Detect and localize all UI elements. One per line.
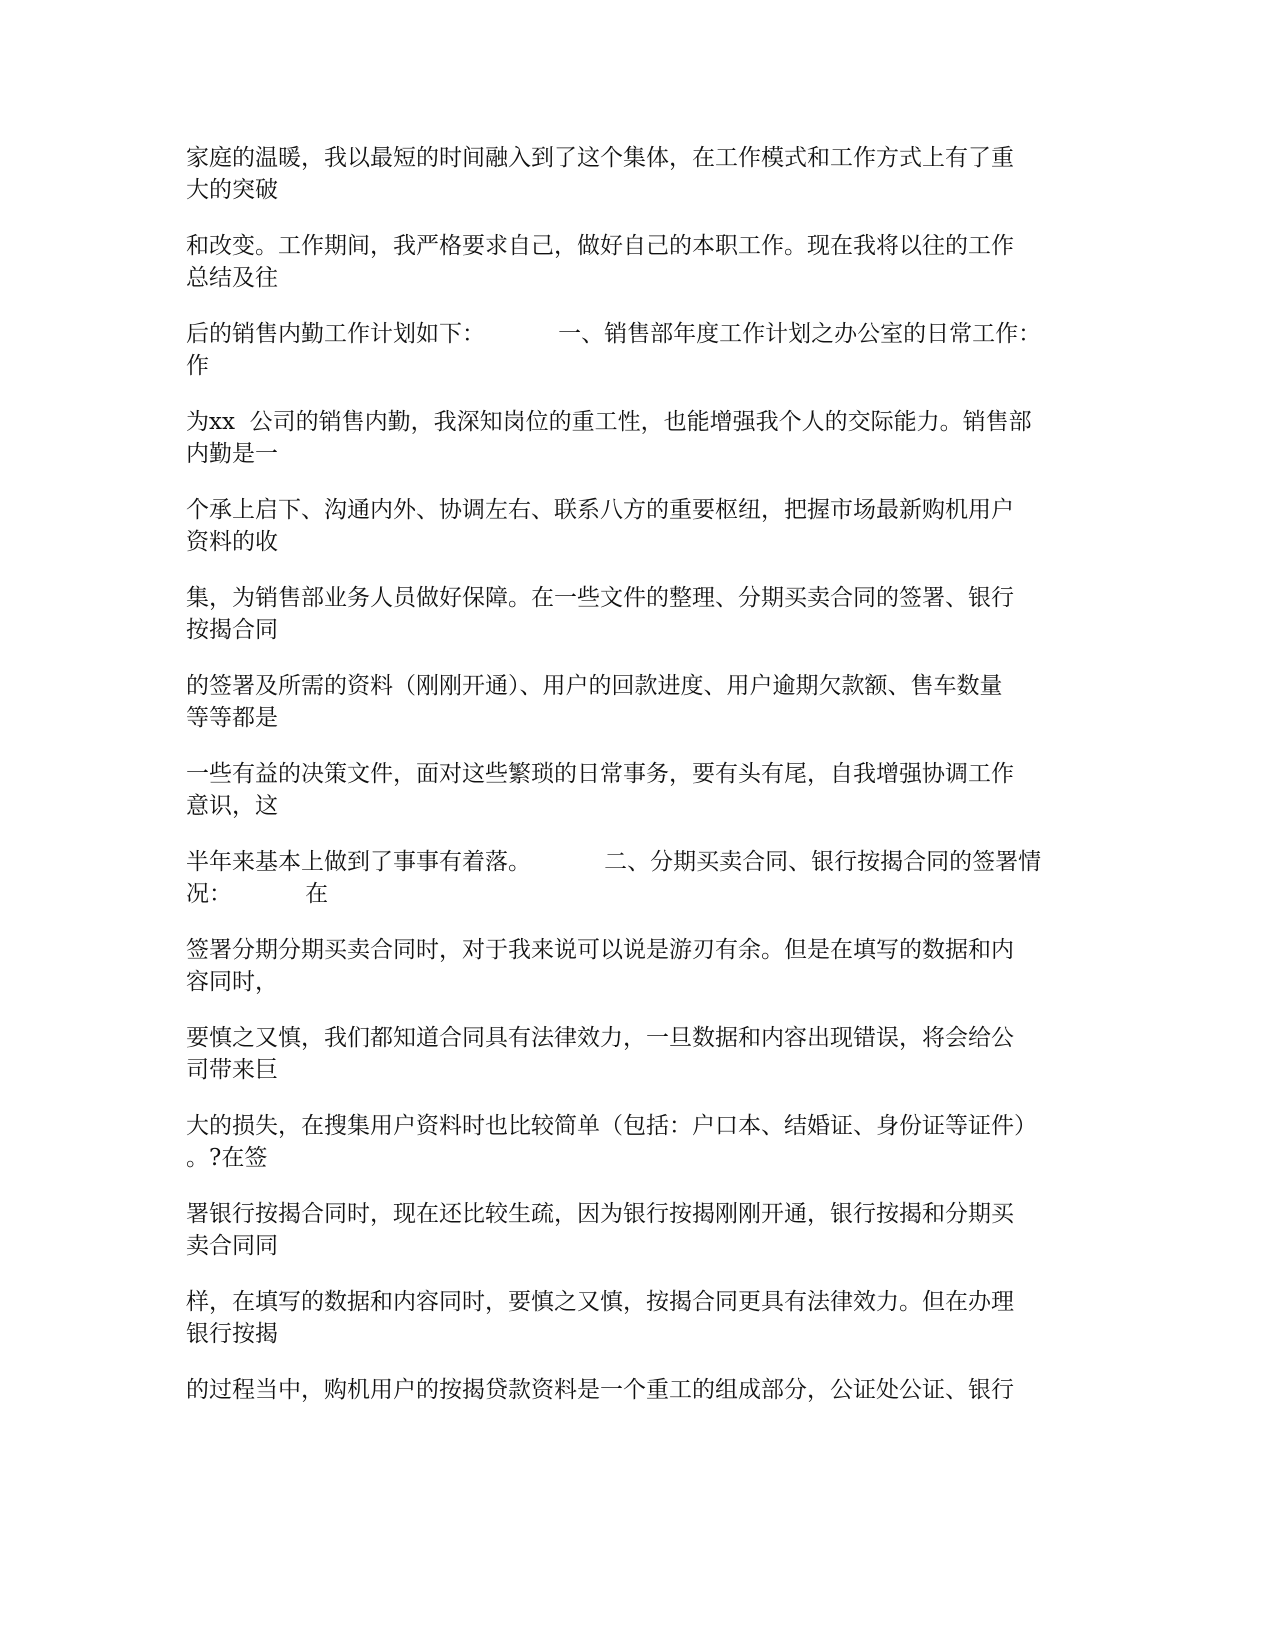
text-line: 等等都是 — [186, 705, 278, 731]
text-line: 。?在签 — [186, 1145, 268, 1171]
text-line: 集，为销售部业务人员做好保障。在一些文件的整理、分期买卖合同的签署、银行 — [186, 585, 1014, 611]
text-line: 家庭的温暖，我以最短的时间融入到了这个集体，在工作模式和工作方式上有了重 — [186, 145, 1014, 171]
text-line: 内勤是一 — [186, 441, 278, 467]
paragraph — [186, 230, 1086, 294]
paragraph — [186, 318, 1086, 382]
paragraph — [186, 582, 1086, 646]
text-line: 后的销售内勤工作计划如下： 一、销售部年度工作计划之办公室的日常工作： — [186, 321, 1042, 347]
paragraph — [186, 758, 1086, 822]
paragraph — [186, 1286, 1086, 1350]
text-line: 半年来基本上做到了事事有着落。 二、分期买卖合同、银行按揭合同的签署情 — [186, 849, 1042, 875]
text-line: 签署分期分期买卖合同时，对于我来说可以说是游刃有余。但是在填写的数据和内 — [186, 937, 1014, 963]
text-line: 意识，这 — [186, 793, 278, 819]
text-line: 作 — [186, 353, 209, 379]
text-line: 样，在填写的数据和内容同时，要慎之又慎，按揭合同更具有法律效力。但在办理 — [186, 1289, 1014, 1315]
paragraph — [186, 670, 1086, 734]
paragraph — [186, 934, 1086, 998]
text-line: 司带来巨 — [186, 1057, 278, 1083]
text-line: 银行按揭 — [186, 1321, 278, 1347]
text-line: 的过程当中，购机用户的按揭贷款资料是一个重工的组成部分，公证处公证、银行 — [186, 1377, 1014, 1403]
paragraph — [186, 1110, 1086, 1174]
text-line: 况： 在 — [186, 881, 329, 907]
paragraph — [186, 406, 1086, 470]
text-line: 卖合同同 — [186, 1233, 278, 1259]
text-line: 一些有益的决策文件，面对这些繁琐的日常事务，要有头有尾，自我增强协调工作 — [186, 761, 1014, 787]
paragraph — [186, 846, 1086, 910]
text-line: 署银行按揭合同时，现在还比较生疏，因为银行按揭刚刚开通，银行按揭和分期买 — [186, 1201, 1014, 1227]
text-line: 按揭合同 — [186, 617, 278, 643]
paragraph — [186, 1198, 1086, 1262]
text-line: 为xx 公司的销售内勤，我深知岗位的重工性，也能增强我个人的交际能力。销售部 — [186, 409, 1032, 435]
paragraph — [186, 1374, 1086, 1406]
text-line: 总结及往 — [186, 265, 278, 291]
text-line: 的签署及所需的资料（刚刚开通）、用户的回款进度、用户逾期欠款额、售车数量 — [186, 673, 1003, 699]
text-line: 资料的收 — [186, 529, 278, 555]
text-line: 个承上启下、沟通内外、协调左右、联系八方的重要枢纽，把握市场最新购机用户 — [186, 497, 1014, 523]
text-line: 大的损失，在搜集用户资料时也比较简单（包括：户口本、结婚证、身份证等证件） — [186, 1113, 1037, 1139]
text-line: 容同时， — [186, 969, 278, 995]
text-line: 和改变。工作期间，我严格要求自己，做好自己的本职工作。现在我将以往的工作 — [186, 233, 1014, 259]
paragraph — [186, 1022, 1086, 1086]
text-line: 要慎之又慎，我们都知道合同具有法律效力，一旦数据和内容出现错误，将会给公 — [186, 1025, 1014, 1051]
text-line: 大的突破 — [186, 177, 278, 203]
paragraph — [186, 494, 1086, 558]
paragraph — [186, 142, 1086, 206]
